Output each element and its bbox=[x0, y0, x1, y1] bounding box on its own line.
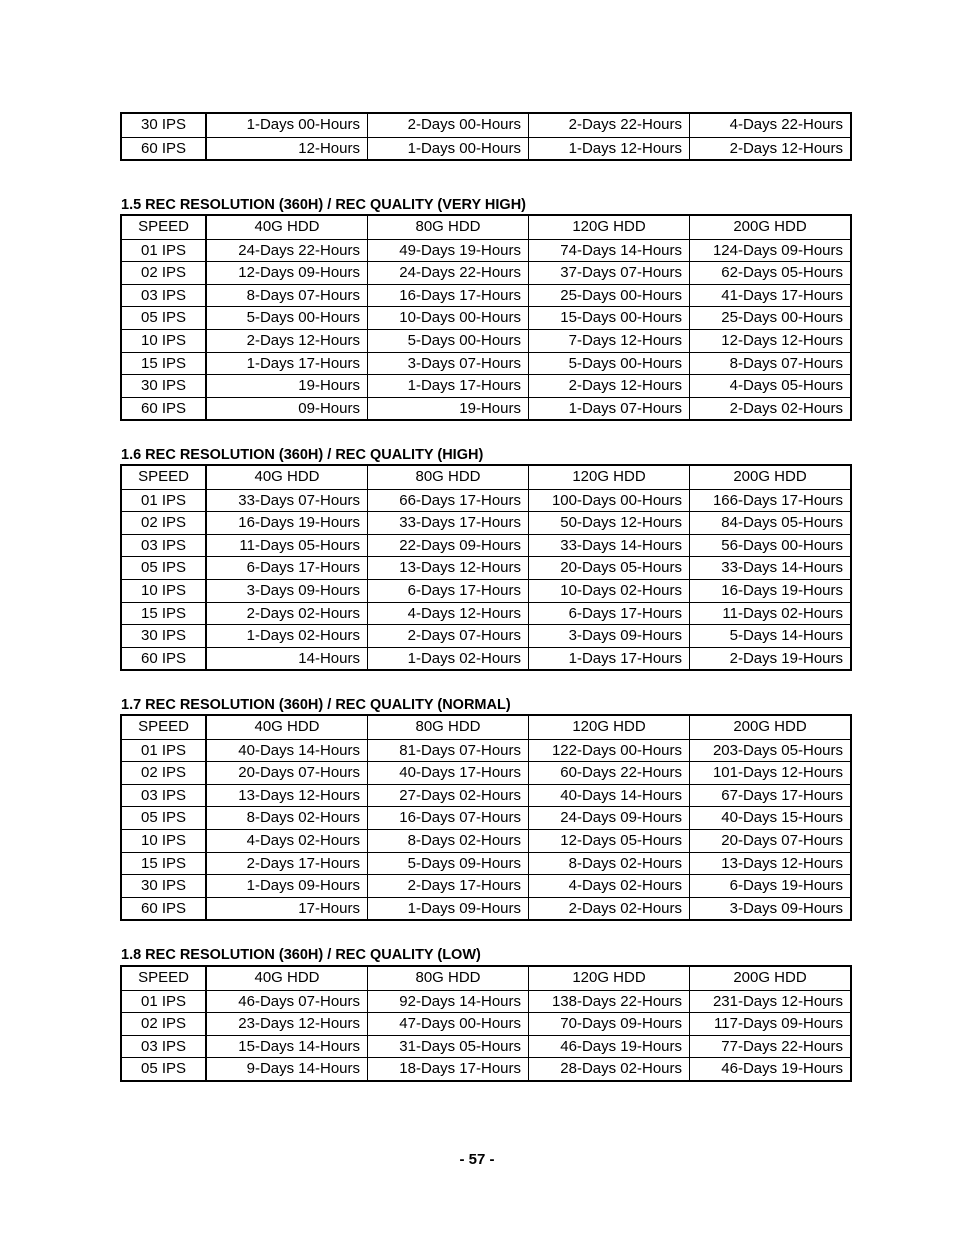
value-cell: 33-Days 14-Hours bbox=[528, 535, 689, 557]
column-header: 120G HDD bbox=[528, 216, 689, 239]
value-cell: 3-Days 07-Hours bbox=[367, 353, 528, 375]
value-cell: 4-Days 02-Hours bbox=[528, 875, 689, 897]
value-cell: 2-Days 17-Hours bbox=[367, 875, 528, 897]
value-cell: 4-Days 05-Hours bbox=[689, 375, 850, 397]
speed-cell: 05 IPS bbox=[122, 557, 206, 579]
table-row bbox=[122, 374, 850, 397]
value-cell: 46-Days 07-Hours bbox=[206, 991, 367, 1013]
table-row bbox=[122, 852, 850, 875]
value-cell: 60-Days 22-Hours bbox=[528, 762, 689, 784]
value-cell: 8-Days 07-Hours bbox=[689, 353, 850, 375]
value-cell: 12-Days 12-Hours bbox=[689, 330, 850, 352]
table-header-row bbox=[122, 466, 850, 489]
table-row bbox=[122, 739, 850, 762]
speed-cell: 01 IPS bbox=[122, 991, 206, 1013]
value-cell: 47-Days 00-Hours bbox=[367, 1013, 528, 1035]
column-header: 200G HDD bbox=[689, 716, 850, 739]
column-header: SPEED bbox=[122, 967, 206, 990]
speed-cell: 03 IPS bbox=[122, 535, 206, 557]
value-cell: 16-Days 17-Hours bbox=[367, 285, 528, 307]
value-cell: 1-Days 02-Hours bbox=[206, 625, 367, 647]
value-cell: 5-Days 00-Hours bbox=[367, 330, 528, 352]
speed-cell: 60 IPS bbox=[122, 648, 206, 670]
value-cell: 16-Days 19-Hours bbox=[689, 580, 850, 602]
value-cell: 19-Hours bbox=[206, 375, 367, 397]
speed-cell: 01 IPS bbox=[122, 740, 206, 762]
speed-cell: 15 IPS bbox=[122, 353, 206, 375]
speed-cell: 30 IPS bbox=[122, 875, 206, 897]
value-cell: 24-Days 22-Hours bbox=[367, 262, 528, 284]
value-cell: 46-Days 19-Hours bbox=[528, 1036, 689, 1058]
table-row bbox=[122, 284, 850, 307]
value-cell: 15-Days 00-Hours bbox=[528, 307, 689, 329]
speed-cell: 03 IPS bbox=[122, 785, 206, 807]
value-cell: 33-Days 07-Hours bbox=[206, 490, 367, 512]
table-row bbox=[122, 137, 850, 160]
value-cell: 70-Days 09-Hours bbox=[528, 1013, 689, 1035]
speed-cell: 02 IPS bbox=[122, 762, 206, 784]
value-cell: 10-Days 02-Hours bbox=[528, 580, 689, 602]
column-header: 200G HDD bbox=[689, 466, 850, 489]
value-cell: 33-Days 17-Hours bbox=[367, 512, 528, 534]
table-row bbox=[122, 1035, 850, 1058]
value-cell: 1-Days 07-Hours bbox=[528, 398, 689, 420]
table-row bbox=[122, 352, 850, 375]
speed-cell: 60 IPS bbox=[122, 898, 206, 920]
value-cell: 8-Days 02-Hours bbox=[528, 853, 689, 875]
table-row bbox=[122, 239, 850, 262]
value-cell: 17-Hours bbox=[206, 898, 367, 920]
value-cell: 28-Days 02-Hours bbox=[528, 1058, 689, 1080]
column-header: 200G HDD bbox=[689, 216, 850, 239]
value-cell: 18-Days 17-Hours bbox=[367, 1058, 528, 1080]
value-cell: 40-Days 17-Hours bbox=[367, 762, 528, 784]
value-cell: 4-Days 22-Hours bbox=[689, 114, 850, 137]
speed-cell: 03 IPS bbox=[122, 1036, 206, 1058]
value-cell: 62-Days 05-Hours bbox=[689, 262, 850, 284]
value-cell: 6-Days 17-Hours bbox=[367, 580, 528, 602]
section-heading-very-high: 1.5 REC RESOLUTION (360H) / REC QUALITY (VERY HIGH) bbox=[121, 197, 526, 213]
table-row bbox=[122, 306, 850, 329]
speed-cell: 02 IPS bbox=[122, 262, 206, 284]
column-header: 120G HDD bbox=[528, 466, 689, 489]
value-cell: 67-Days 17-Hours bbox=[689, 785, 850, 807]
value-cell: 100-Days 00-Hours bbox=[528, 490, 689, 512]
column-header: SPEED bbox=[122, 466, 206, 489]
value-cell: 124-Days 09-Hours bbox=[689, 240, 850, 262]
value-cell: 22-Days 09-Hours bbox=[367, 535, 528, 557]
value-cell: 25-Days 00-Hours bbox=[528, 285, 689, 307]
value-cell: 2-Days 12-Hours bbox=[528, 375, 689, 397]
value-cell: 122-Days 00-Hours bbox=[528, 740, 689, 762]
speed-cell: 15 IPS bbox=[122, 853, 206, 875]
column-header: 120G HDD bbox=[528, 716, 689, 739]
value-cell: 49-Days 19-Hours bbox=[367, 240, 528, 262]
value-cell: 20-Days 07-Hours bbox=[689, 830, 850, 852]
section-heading-high: 1.6 REC RESOLUTION (360H) / REC QUALITY (HIGH) bbox=[121, 447, 484, 463]
value-cell: 1-Days 09-Hours bbox=[206, 875, 367, 897]
column-header: 40G HDD bbox=[206, 466, 367, 489]
value-cell: 3-Days 09-Hours bbox=[689, 898, 850, 920]
table-row bbox=[122, 874, 850, 897]
table-row bbox=[122, 784, 850, 807]
value-cell: 12-Days 09-Hours bbox=[206, 262, 367, 284]
table-row bbox=[122, 397, 850, 420]
value-cell: 8-Days 02-Hours bbox=[367, 830, 528, 852]
value-cell: 1-Days 09-Hours bbox=[367, 898, 528, 920]
speed-cell: 05 IPS bbox=[122, 807, 206, 829]
value-cell: 40-Days 14-Hours bbox=[528, 785, 689, 807]
value-cell: 8-Days 02-Hours bbox=[206, 807, 367, 829]
column-header: 80G HDD bbox=[367, 716, 528, 739]
column-header: 40G HDD bbox=[206, 967, 367, 990]
value-cell: 2-Days 02-Hours bbox=[689, 398, 850, 420]
value-cell: 7-Days 12-Hours bbox=[528, 330, 689, 352]
value-cell: 117-Days 09-Hours bbox=[689, 1013, 850, 1035]
table-row bbox=[122, 806, 850, 829]
value-cell: 84-Days 05-Hours bbox=[689, 512, 850, 534]
value-cell: 13-Days 12-Hours bbox=[206, 785, 367, 807]
table-normal bbox=[120, 714, 852, 921]
table-row bbox=[122, 261, 850, 284]
speed-cell: 01 IPS bbox=[122, 240, 206, 262]
table-row bbox=[122, 829, 850, 852]
value-cell: 2-Days 19-Hours bbox=[689, 648, 850, 670]
value-cell: 16-Days 19-Hours bbox=[206, 512, 367, 534]
value-cell: 92-Days 14-Hours bbox=[367, 991, 528, 1013]
value-cell: 2-Days 02-Hours bbox=[206, 603, 367, 625]
value-cell: 2-Days 12-Hours bbox=[689, 138, 850, 160]
speed-cell: 10 IPS bbox=[122, 580, 206, 602]
column-header: 80G HDD bbox=[367, 466, 528, 489]
speed-cell: 05 IPS bbox=[122, 307, 206, 329]
value-cell: 2-Days 02-Hours bbox=[528, 898, 689, 920]
value-cell: 101-Days 12-Hours bbox=[689, 762, 850, 784]
value-cell: 10-Days 00-Hours bbox=[367, 307, 528, 329]
value-cell: 3-Days 09-Hours bbox=[528, 625, 689, 647]
value-cell: 5-Days 14-Hours bbox=[689, 625, 850, 647]
table-row bbox=[122, 624, 850, 647]
value-cell: 31-Days 05-Hours bbox=[367, 1036, 528, 1058]
value-cell: 2-Days 12-Hours bbox=[206, 330, 367, 352]
value-cell: 50-Days 12-Hours bbox=[528, 512, 689, 534]
table-row bbox=[122, 602, 850, 625]
value-cell: 4-Days 12-Hours bbox=[367, 603, 528, 625]
value-cell: 3-Days 09-Hours bbox=[206, 580, 367, 602]
value-cell: 40-Days 14-Hours bbox=[206, 740, 367, 762]
value-cell: 66-Days 17-Hours bbox=[367, 490, 528, 512]
table-row bbox=[122, 489, 850, 512]
table-row bbox=[122, 1057, 850, 1080]
table-very-high bbox=[120, 214, 852, 421]
value-cell: 11-Days 02-Hours bbox=[689, 603, 850, 625]
value-cell: 24-Days 09-Hours bbox=[528, 807, 689, 829]
column-header: 200G HDD bbox=[689, 967, 850, 990]
column-header: SPEED bbox=[122, 216, 206, 239]
value-cell: 1-Days 17-Hours bbox=[528, 648, 689, 670]
value-cell: 14-Hours bbox=[206, 648, 367, 670]
speed-cell: 10 IPS bbox=[122, 830, 206, 852]
speed-cell: 15 IPS bbox=[122, 603, 206, 625]
table-header-row bbox=[122, 716, 850, 739]
table-row bbox=[122, 761, 850, 784]
value-cell: 20-Days 05-Hours bbox=[528, 557, 689, 579]
speed-cell: 30 IPS bbox=[122, 114, 206, 137]
value-cell: 25-Days 00-Hours bbox=[689, 307, 850, 329]
value-cell: 4-Days 02-Hours bbox=[206, 830, 367, 852]
table-high bbox=[120, 464, 852, 671]
value-cell: 20-Days 07-Hours bbox=[206, 762, 367, 784]
value-cell: 37-Days 07-Hours bbox=[528, 262, 689, 284]
value-cell: 09-Hours bbox=[206, 398, 367, 420]
value-cell: 2-Days 17-Hours bbox=[206, 853, 367, 875]
value-cell: 19-Hours bbox=[367, 398, 528, 420]
section-heading-normal: 1.7 REC RESOLUTION (360H) / REC QUALITY (NORMAL) bbox=[121, 697, 511, 713]
column-header: 80G HDD bbox=[367, 967, 528, 990]
value-cell: 56-Days 00-Hours bbox=[689, 535, 850, 557]
speed-cell: 10 IPS bbox=[122, 330, 206, 352]
value-cell: 166-Days 17-Hours bbox=[689, 490, 850, 512]
value-cell: 1-Days 00-Hours bbox=[367, 138, 528, 160]
column-header: SPEED bbox=[122, 716, 206, 739]
page-number: - 57 - bbox=[459, 1151, 495, 1168]
value-cell: 11-Days 05-Hours bbox=[206, 535, 367, 557]
value-cell: 16-Days 07-Hours bbox=[367, 807, 528, 829]
value-cell: 138-Days 22-Hours bbox=[528, 991, 689, 1013]
value-cell: 13-Days 12-Hours bbox=[367, 557, 528, 579]
value-cell: 8-Days 07-Hours bbox=[206, 285, 367, 307]
table-row bbox=[122, 556, 850, 579]
speed-cell: 02 IPS bbox=[122, 1013, 206, 1035]
value-cell: 231-Days 12-Hours bbox=[689, 991, 850, 1013]
value-cell: 13-Days 12-Hours bbox=[689, 853, 850, 875]
value-cell: 46-Days 19-Hours bbox=[689, 1058, 850, 1080]
table-row bbox=[122, 511, 850, 534]
column-header: 120G HDD bbox=[528, 967, 689, 990]
value-cell: 2-Days 22-Hours bbox=[528, 114, 689, 137]
value-cell: 77-Days 22-Hours bbox=[689, 1036, 850, 1058]
table-row bbox=[122, 897, 850, 920]
table-row bbox=[122, 1012, 850, 1035]
table-row bbox=[122, 647, 850, 670]
column-header: 80G HDD bbox=[367, 216, 528, 239]
value-cell: 6-Days 17-Hours bbox=[528, 603, 689, 625]
table-row bbox=[122, 114, 850, 137]
table-continued bbox=[120, 112, 852, 161]
speed-cell: 02 IPS bbox=[122, 512, 206, 534]
value-cell: 2-Days 07-Hours bbox=[367, 625, 528, 647]
value-cell: 5-Days 09-Hours bbox=[367, 853, 528, 875]
value-cell: 1-Days 00-Hours bbox=[206, 114, 367, 137]
value-cell: 12-Hours bbox=[206, 138, 367, 160]
table-header-row bbox=[122, 967, 850, 990]
value-cell: 9-Days 14-Hours bbox=[206, 1058, 367, 1080]
table-row bbox=[122, 329, 850, 352]
value-cell: 15-Days 14-Hours bbox=[206, 1036, 367, 1058]
value-cell: 24-Days 22-Hours bbox=[206, 240, 367, 262]
value-cell: 81-Days 07-Hours bbox=[367, 740, 528, 762]
table-row bbox=[122, 534, 850, 557]
value-cell: 74-Days 14-Hours bbox=[528, 240, 689, 262]
value-cell: 1-Days 17-Hours bbox=[206, 353, 367, 375]
table-header-row bbox=[122, 216, 850, 239]
speed-cell: 30 IPS bbox=[122, 625, 206, 647]
value-cell: 203-Days 05-Hours bbox=[689, 740, 850, 762]
speed-cell: 30 IPS bbox=[122, 375, 206, 397]
speed-cell: 60 IPS bbox=[122, 138, 206, 160]
speed-cell: 01 IPS bbox=[122, 490, 206, 512]
value-cell: 6-Days 17-Hours bbox=[206, 557, 367, 579]
speed-cell: 60 IPS bbox=[122, 398, 206, 420]
value-cell: 6-Days 19-Hours bbox=[689, 875, 850, 897]
speed-cell: 05 IPS bbox=[122, 1058, 206, 1080]
table-row bbox=[122, 990, 850, 1013]
table-low bbox=[120, 965, 852, 1082]
value-cell: 27-Days 02-Hours bbox=[367, 785, 528, 807]
column-header: 40G HDD bbox=[206, 716, 367, 739]
value-cell: 5-Days 00-Hours bbox=[528, 353, 689, 375]
value-cell: 1-Days 12-Hours bbox=[528, 138, 689, 160]
value-cell: 23-Days 12-Hours bbox=[206, 1013, 367, 1035]
value-cell: 1-Days 17-Hours bbox=[367, 375, 528, 397]
column-header: 40G HDD bbox=[206, 216, 367, 239]
value-cell: 2-Days 00-Hours bbox=[367, 114, 528, 137]
value-cell: 1-Days 02-Hours bbox=[367, 648, 528, 670]
value-cell: 5-Days 00-Hours bbox=[206, 307, 367, 329]
section-heading-low: 1.8 REC RESOLUTION (360H) / REC QUALITY (LOW) bbox=[121, 947, 481, 963]
value-cell: 40-Days 15-Hours bbox=[689, 807, 850, 829]
value-cell: 41-Days 17-Hours bbox=[689, 285, 850, 307]
value-cell: 12-Days 05-Hours bbox=[528, 830, 689, 852]
speed-cell: 03 IPS bbox=[122, 285, 206, 307]
value-cell: 33-Days 14-Hours bbox=[689, 557, 850, 579]
table-row bbox=[122, 579, 850, 602]
